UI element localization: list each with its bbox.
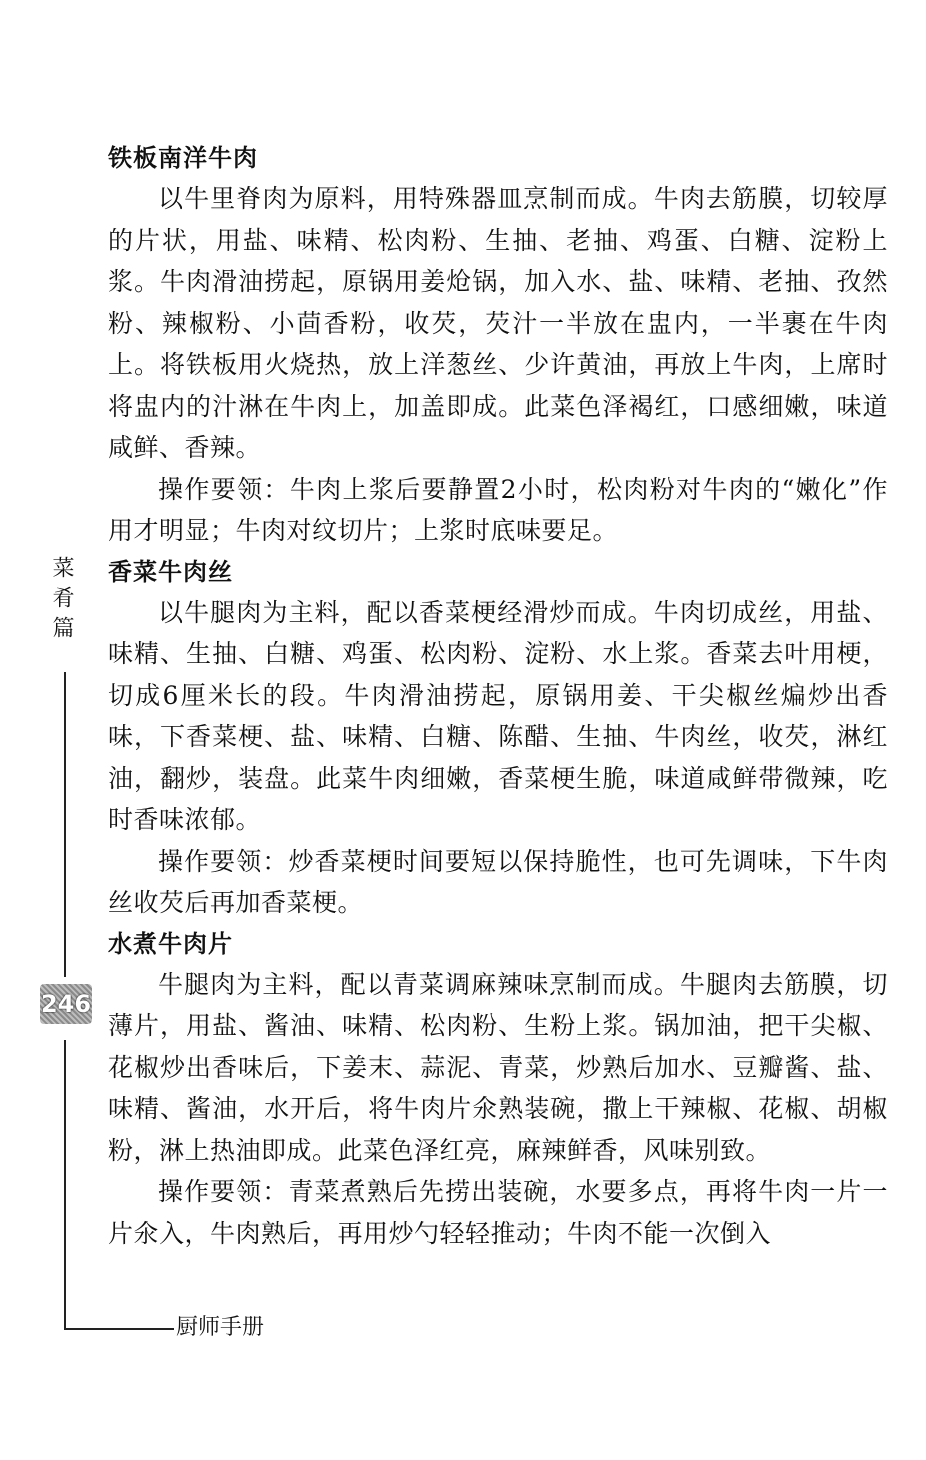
recipe-title-1: 铁板南洋牛肉 bbox=[108, 144, 258, 172]
chapter-side-label: 菜肴篇 bbox=[49, 556, 74, 646]
recipe-body-3: 牛腿肉为主料，配以青菜调麻辣味烹制而成。牛腿肉去筋膜，切薄片，用盐、酱油、味精、松肉粉、生粉上浆。锅加油，把干尖椒、花椒炒出香味后，下姜末、蒜泥、青菜，炒熟后加水、豆瓣酱、盐、味精、酱油，水开后，将牛肉片氽熟装碗，撒上干辣椒、花椒、胡椒粉，淋上热油即成。此菜色泽红亮，麻辣鲜香，风味别致。 bbox=[108, 969, 888, 1165]
running-footer: 厨师手册 bbox=[176, 1315, 265, 1340]
recipe-body-2: 以牛腿肉为主料，配以香菜梗经滑炒而成。牛肉切成丝，用盐、味精、生抽、白糖、鸡蛋、松肉粉、淀粉、水上浆。香菜去叶用梗，切成6厘米长的段。牛肉滑油捞起，原锅用姜、干尖椒丝煸炒出香味，下香菜梗、盐、味精、白糖、陈醋、生抽、牛肉丝，收芡，淋红油，翻炒，装盘。此菜牛肉细嫩，香菜梗生脆，味道咸鲜带微辣，吃时香味浓郁。 bbox=[108, 597, 888, 834]
recipe-tips-1: 操作要领：牛肉上浆后要静置2小时，松肉粉对牛肉的“嫩化”作用才明显；牛肉对纹切片；上浆时底味要足。 bbox=[108, 474, 888, 545]
page-number-badge: 246 bbox=[40, 984, 92, 1024]
footer-rule bbox=[64, 1328, 174, 1330]
page-content bbox=[108, 138, 888, 1254]
recipe-title-3: 水煮牛肉片 bbox=[108, 929, 233, 958]
margin-rule-bottom bbox=[64, 1040, 66, 1330]
recipe-tips-3: 操作要领：青菜煮熟后先捞出装碗，水要多点，再将牛肉一片一片氽入，牛肉熟后，再用炒勺轻轻推动；牛肉不能一次倒入 bbox=[108, 1177, 888, 1248]
margin-rule-top bbox=[64, 672, 66, 977]
recipe-tips-2: 操作要领：炒香菜梗时间要短以保持脆性，也可先调味，下牛肉丝收芡后再加香菜梗。 bbox=[108, 846, 888, 917]
recipe-title-2: 香菜牛肉丝 bbox=[108, 557, 233, 586]
recipe-body-1: 以牛里脊肉为原料，用特殊器皿烹制而成。牛肉去筋膜，切较厚的片状，用盐、味精、松肉粉、生抽、老抽、鸡蛋、白糖、淀粉上浆。牛肉滑油捞起，原锅用姜炝锅，加入水、盐、味精、老抽、孜然粉、辣椒粉、小茴香粉，收芡，芡汁一半放在盅内，一半裹在牛肉上。将铁板用火烧热，放上洋葱丝、少许黄油，再放上牛肉，上席时将盅内的汁淋在牛肉上，加盖即成。此菜色泽褐红，口感细嫩，味道咸鲜、香辣。 bbox=[108, 184, 888, 462]
